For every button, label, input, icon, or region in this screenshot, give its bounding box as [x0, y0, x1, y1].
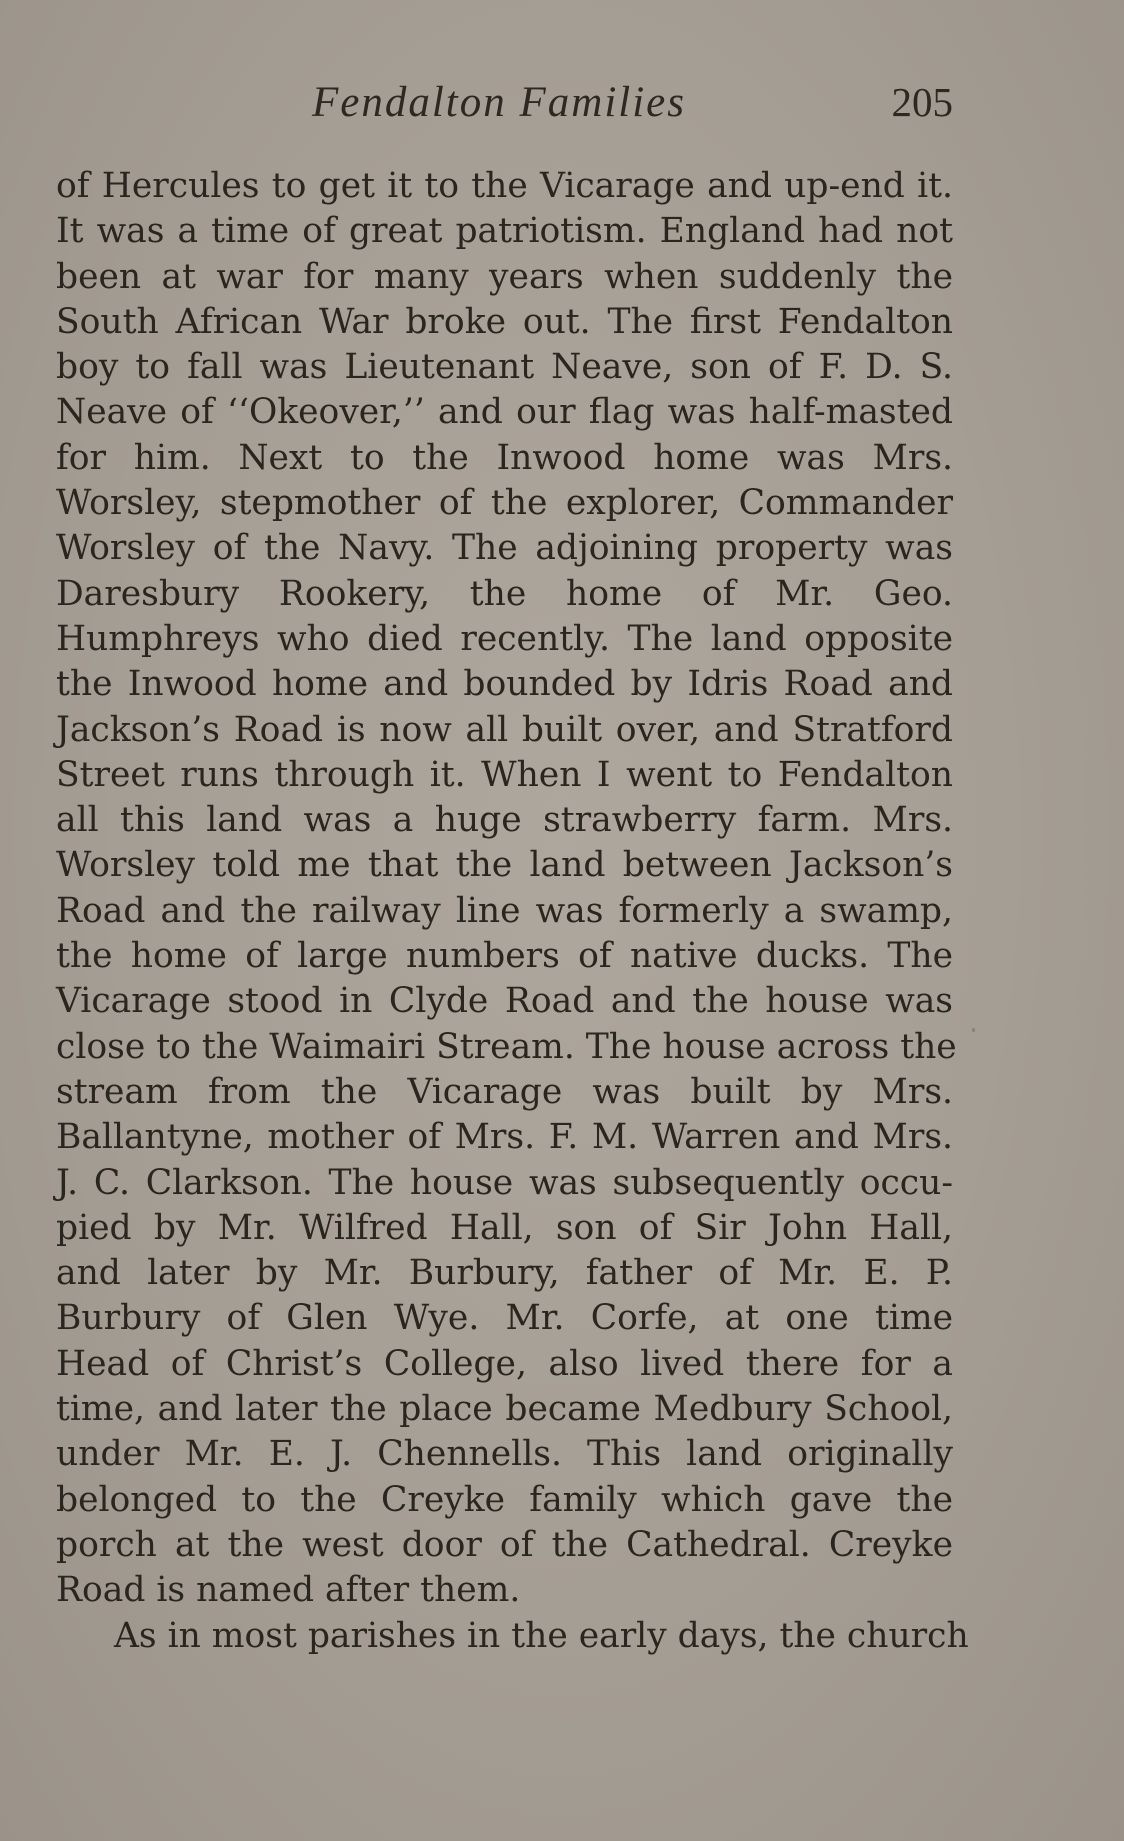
text-line: porch at the west door of the Cathedral. Creyke [56, 1524, 953, 1565]
text-line: stream from the Vicarage was built by Mrs. [56, 1071, 953, 1112]
text-line: Burbury of Glen Wye. Mr. Corfe, at one time [56, 1298, 953, 1339]
text-line: for him. Next to the Inwood home was Mrs. [56, 437, 953, 478]
page-number: 205 [891, 79, 953, 125]
text-line: close to the Waimairi Stream. The house across the [56, 1026, 957, 1067]
text-line: Road and the railway line was formerly a swamp, [56, 890, 953, 931]
text-line: of Hercules to get it to the Vicarage and up-end it. [56, 166, 953, 206]
text-line: time, and later the place became Medbury School, [56, 1389, 953, 1430]
body-text [56, 164, 969, 1659]
text-line: Neave of ‘‘Okeover,’’ and our flag was half-masted [56, 392, 953, 433]
text-line: Vicarage stood in Clyde Road and the house was [56, 981, 953, 1022]
paper-speck [972, 1028, 975, 1032]
text-line: Jackson’s Road is now all built over, and Stratford [56, 709, 953, 750]
text-line: and later by Mr. Burbury, father of Mr. E. P. [56, 1253, 953, 1294]
text-line: Worsley of the Navy. The adjoining property was [56, 528, 953, 569]
text-line: It was a time of great patriotism. England had not [56, 211, 953, 252]
text-line: Road is named after them. [56, 1570, 521, 1611]
text-line: Head of Christ’s College, also lived there for a [56, 1343, 953, 1384]
text-line: the Inwood home and bounded by Idris Road and [56, 664, 953, 705]
text-line: been at war for many years when suddenly the [56, 256, 953, 297]
text-line: pied by Mr. Wilfred Hall, son of Sir John Hall, [56, 1207, 953, 1248]
text-line: South African War broke out. The first Fendalton [56, 301, 953, 342]
text-line: all this land was a huge strawberry farm. Mrs. [56, 800, 953, 841]
text-line: Humphreys who died recently. The land opposite [56, 618, 953, 659]
text-line: Worsley, stepmother of the explorer, Commander [56, 483, 953, 524]
text-line: the home of large numbers of native ducks. The [56, 936, 953, 977]
text-line: Daresbury Rookery, the home of Mr. Geo. [56, 573, 953, 614]
text-line: belonged to the Creyke family which gave the [56, 1479, 953, 1520]
text-line: Street runs through it. When I went to Fendalton [56, 754, 953, 795]
text-line: J. C. Clarkson. The house was subsequently occu- [56, 1162, 953, 1203]
text-line: Ballantyne, mother of Mrs. F. M. Warren and Mrs. [56, 1117, 953, 1158]
paragraph-start-line: As in most parishes in the early days, the church [114, 1615, 969, 1656]
text-line: Worsley told me that the land between Jackson’s [56, 845, 953, 886]
text-line: under Mr. E. J. Chennells. This land originally [56, 1434, 953, 1475]
text-line: boy to fall was Lieutenant Neave, son of F. D. S. [56, 347, 953, 388]
running-title: Fendalton Families [312, 79, 686, 126]
running-head [56, 78, 953, 138]
